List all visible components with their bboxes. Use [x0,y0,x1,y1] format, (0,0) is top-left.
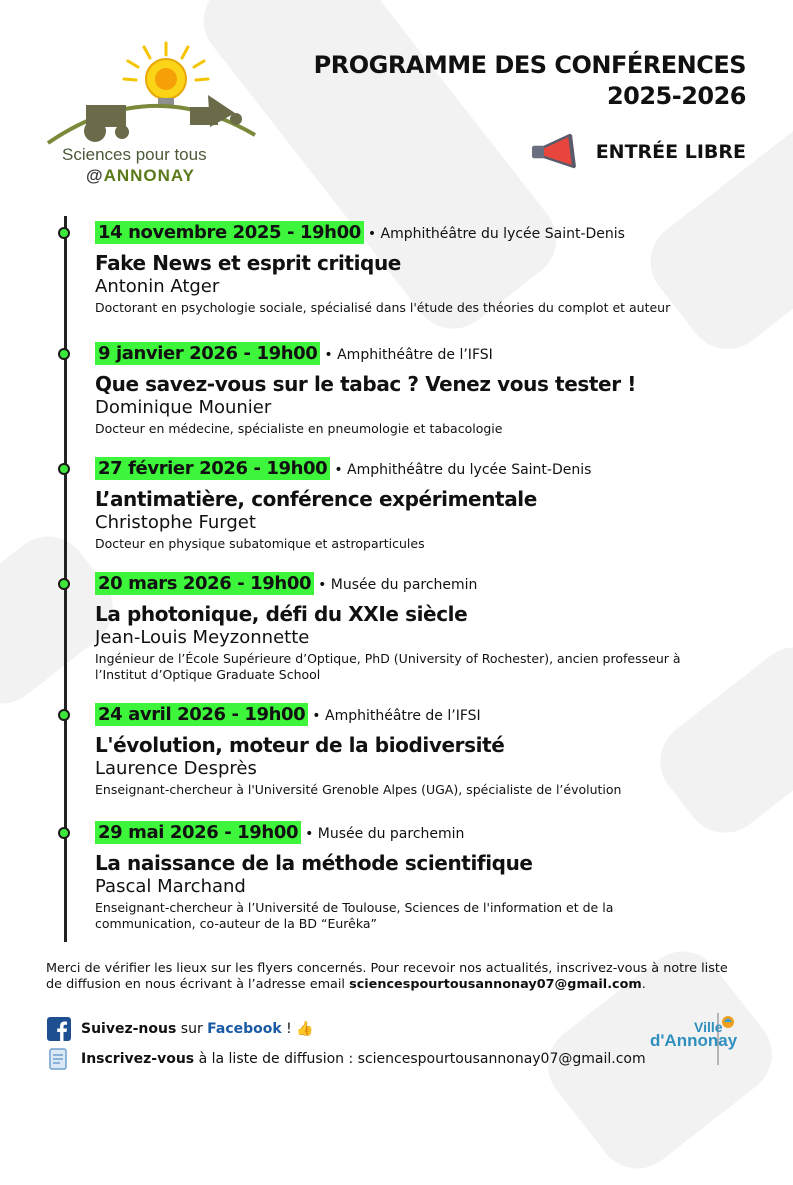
event-title: Que savez-vous sur le tabac ? Venez vous tester ! [95,372,636,396]
ville-annonay-logo [648,1013,758,1068]
mailing-subscribe-label: Inscrivez-vous [81,1051,195,1067]
event-place: • Musée du parchemin [318,577,478,593]
event-title: L’antimatière, conférence expérimentale [95,487,537,511]
logo-line2 [86,166,195,186]
event-date: 29 mai 2026 - 19h00 [95,821,301,844]
event-place: • Amphithéâtre du lycée Saint-Denis [334,462,592,478]
event-date: 20 mars 2026 - 19h00 [95,572,314,595]
facebook-follow-label: Suivez-nous [81,1021,177,1037]
event-speaker: Laurence Desprès [95,758,257,779]
event-description: Docteur en médecine, spécialiste en pneumologie et tabacologie [95,421,503,436]
mailing-list-icon [47,1047,71,1071]
event-place: • Amphithéâtre de l’IFSI [312,708,481,724]
event-title: Fake News et esprit critique [95,251,401,275]
ville-line2: d'Annonay [650,1031,738,1050]
lightbulb-logo-icon [124,43,208,108]
event-speaker: Pascal Marchand [95,876,246,897]
timeline-dot [58,827,70,839]
footer-note [46,961,736,993]
event-date: 14 novembre 2025 - 19h00 [95,221,364,244]
timeline-dot [58,578,70,590]
event-date: 24 avril 2026 - 19h00 [95,703,308,726]
timeline-dot [58,709,70,721]
logo-at: @ [86,166,104,185]
megaphone-icon [530,133,582,171]
facebook-icon[interactable] [47,1017,71,1041]
event-place: • Amphithéâtre de l’IFSI [324,347,493,363]
title-line2: 2025-2026 [606,82,746,110]
event-description: Docteur en physique subatomique et astroparticules [95,536,425,551]
event-title: L'évolution, moteur de la biodiversité [95,733,505,757]
event-title: La photonique, défi du XXIe siècle [95,602,468,626]
event-header [95,222,625,243]
event-header [95,822,464,843]
event-title: La naissance de la méthode scientifique [95,851,533,875]
mailing-text: à la liste de diffusion : sciencespourtousannonay07@gmail.com [194,1051,646,1067]
event-speaker: Antonin Atger [95,276,220,297]
page-title [314,50,746,112]
event-place: • Musée du parchemin [305,826,465,842]
entree-libre [530,133,746,171]
mailing-row [47,1047,646,1071]
timeline-dot [58,227,70,239]
event-description: Enseignant-chercheur à l’Université de Toulouse, Sciences de l'information et de la communication, co-auteur de la BD “Eurêka” [95,900,614,931]
ville-line1: Ville [694,1019,723,1035]
event-description: Enseignant-chercheur à l'Université Grenoble Alpes (UGA), spécialiste de l’évolution [95,782,622,797]
timeline-dot [58,348,70,360]
title-line1: PROGRAMME DES CONFÉRENCES [313,51,746,79]
timeline-dot [58,463,70,475]
event-header [95,458,591,479]
logo-line1: Sciences pour tous [62,145,207,164]
event-description: Doctorant en psychologie sociale, spécialisé dans l'étude des théories du complot et auteur [95,300,671,315]
event-speaker: Dominique Mounier [95,397,272,418]
entree-libre-label: ENTRÉE LIBRE [595,141,746,163]
footer-email-link[interactable]: sciencespourtousannonay07@gmail.com [349,977,642,992]
footer-note-text: Merci de vérifier les lieux sur les flyers concernés. Pour recevoir nos actualités, inscrivez-vous à notre liste de diffusion en nous écrivant à l’adresse email [46,961,728,992]
event-description: Ingénieur de l’École Supérieure d’Optique, PhD (University of Rochester), ancien professeur à l’Institut d’Optique Graduate School [95,651,681,682]
event-date: 27 février 2026 - 19h00 [95,457,330,480]
event-header [95,704,481,725]
event-place: • Amphithéâtre du lycée Saint-Denis [367,226,625,242]
event-date: 9 janvier 2026 - 19h00 [95,342,320,365]
footer-note-end: . [641,977,646,992]
event-header [95,343,493,364]
event-header [95,573,477,594]
logo-annonay: ANNONAY [103,166,195,185]
facebook-end: ! 👍 [281,1021,314,1037]
event-speaker: Christophe Furget [95,512,256,533]
facebook-mid: sur [176,1021,208,1037]
event-speaker: Jean-Louis Meyzonnette [95,627,310,648]
facebook-link[interactable]: Facebook [207,1021,282,1037]
facebook-row [47,1017,314,1041]
